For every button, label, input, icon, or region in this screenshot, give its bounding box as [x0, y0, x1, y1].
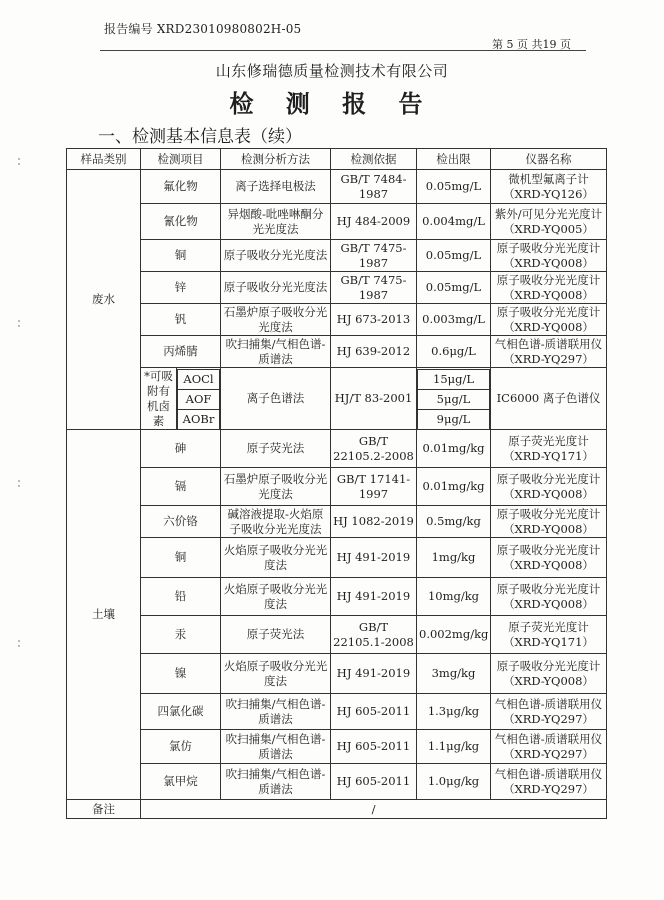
cell-limit: 10mg/kg	[417, 578, 491, 616]
cell-method: 碱溶液提取-火焰原子吸收分光光度法	[221, 506, 331, 538]
cell-instrument: 原子吸收分光光度计（XRD-YQ008）	[491, 578, 607, 616]
cell-limit: 0.6μg/L	[417, 336, 491, 368]
table-row	[67, 336, 607, 368]
cell-method: 石墨炉原子吸收分光光度法	[221, 468, 331, 506]
cell-limit: 0.5mg/kg	[417, 506, 491, 538]
cell-instrument: 气相色谱-质谱联用仪（XRD-YQ297）	[491, 336, 607, 368]
cell-instrument: IC6000 离子色谱仪	[491, 368, 607, 430]
cell-item: 镉	[141, 468, 221, 506]
cell-item: 四氯化碳	[141, 694, 221, 730]
cell-instrument: 气相色谱-质谱联用仪（XRD-YQ297）	[491, 694, 607, 730]
cell-instrument: 气相色谱-质谱联用仪（XRD-YQ297）	[491, 764, 607, 800]
table-header-row	[67, 149, 607, 170]
header-test-item: 检测项目	[141, 149, 221, 170]
cell-instrument: 气相色谱-质谱联用仪（XRD-YQ297）	[491, 730, 607, 764]
cell-item: 氯甲烷	[141, 764, 221, 800]
cell-item: 氯仿	[141, 730, 221, 764]
cell-item: 丙烯腈	[141, 336, 221, 368]
category-soil: 土壤	[67, 430, 141, 800]
organization-name: 山东修瑞德质量检测技术有限公司	[215, 62, 449, 80]
cell-limit: 0.004mg/L	[417, 204, 491, 240]
remarks-row	[67, 800, 607, 819]
cell-item: 六价铬	[141, 506, 221, 538]
cell-item: 钒	[141, 304, 221, 336]
cell-method: 火焰原子吸收分光光度法	[221, 654, 331, 694]
cell-basis: GB/T 7475-1987	[331, 272, 417, 304]
table-row	[67, 430, 607, 468]
table-body	[67, 170, 607, 819]
header-method: 检测分析方法	[221, 149, 331, 170]
table-row	[67, 694, 607, 730]
remarks-label: 备注	[67, 800, 141, 819]
cell-basis: HJ 605-2011	[331, 730, 417, 764]
cell-method: 吹扫捕集/气相色谱-质谱法	[221, 336, 331, 368]
cell-aox-subitems	[177, 368, 221, 430]
cell-basis: GB/T 7484-1987	[331, 170, 417, 204]
binding-mark	[18, 480, 20, 488]
table-row	[67, 272, 607, 304]
cell-item: 铅	[141, 578, 221, 616]
cell-basis: GB/T 22105.2-2008	[331, 430, 417, 468]
section-title: 一、检测基本信息表（续）	[98, 127, 302, 147]
cell-limit: 0.05mg/L	[417, 170, 491, 204]
cell-instrument: 紫外/可见分光光度计（XRD-YQ005）	[491, 204, 607, 240]
cell-basis: HJ 639-2012	[331, 336, 417, 368]
cell-method: 火焰原子吸收分光光度法	[221, 578, 331, 616]
cell-method: 原子吸收分光光度法	[221, 272, 331, 304]
aox-subitem: AOCl	[178, 369, 220, 389]
cell-limit: 1.1μg/kg	[417, 730, 491, 764]
cell-aox-label: *可吸附有机卤素	[141, 368, 177, 430]
cell-limit: 0.01mg/kg	[417, 468, 491, 506]
cell-method: 吹扫捕集/气相色谱-质谱法	[221, 764, 331, 800]
cell-method: 原子荧光法	[221, 430, 331, 468]
cell-basis: GB/T 17141-1997	[331, 468, 417, 506]
cell-instrument: 原子吸收分光光度计（XRD-YQ008）	[491, 468, 607, 506]
cell-method: 吹扫捕集/气相色谱-质谱法	[221, 694, 331, 730]
cell-method: 吹扫捕集/气相色谱-质谱法	[221, 730, 331, 764]
page-indicator: 第 5 页 共19 页	[492, 38, 571, 51]
table-row	[67, 468, 607, 506]
table-row	[67, 170, 607, 204]
report-title: 检 测 报 告	[229, 89, 435, 118]
cell-basis: GB/T 22105.1-2008	[331, 616, 417, 654]
inspection-info-table	[66, 148, 607, 819]
cell-item: 氰化物	[141, 204, 221, 240]
aox-limit: 5μg/L	[418, 389, 490, 409]
cell-limit: 0.003mg/L	[417, 304, 491, 336]
table-row	[67, 240, 607, 272]
cell-basis: HJ/T 83-2001	[331, 368, 417, 430]
aox-limit: 9μg/L	[418, 409, 490, 429]
cell-item: 铜	[141, 240, 221, 272]
cell-item: 汞	[141, 616, 221, 654]
aox-subitem: AOF	[178, 389, 220, 409]
cell-instrument: 原子吸收分光光度计（XRD-YQ008）	[491, 506, 607, 538]
aox-subitem: AOBr	[178, 409, 220, 429]
header-sample-category: 样品类别	[67, 149, 141, 170]
cell-method: 异烟酸-吡唑啉酮分光光度法	[221, 204, 331, 240]
cell-item: 铜	[141, 538, 221, 578]
table-row	[67, 304, 607, 336]
cell-item: 镍	[141, 654, 221, 694]
cell-limit: 1mg/kg	[417, 538, 491, 578]
cell-method: 离子色谱法	[221, 368, 331, 430]
cell-item: 锌	[141, 272, 221, 304]
cell-basis: HJ 605-2011	[331, 694, 417, 730]
remarks-value: /	[141, 800, 607, 819]
cell-instrument: 原子吸收分光光度计（XRD-YQ008）	[491, 272, 607, 304]
binding-mark	[18, 640, 20, 648]
binding-mark	[18, 158, 20, 166]
cell-limit: 3mg/kg	[417, 654, 491, 694]
table-row	[67, 506, 607, 538]
cell-instrument: 原子吸收分光光度计（XRD-YQ008）	[491, 654, 607, 694]
cell-instrument: 原子荧光光度计（XRD-YQ171）	[491, 616, 607, 654]
cell-basis: HJ 1082-2019	[331, 506, 417, 538]
cell-basis: HJ 605-2011	[331, 764, 417, 800]
cell-limit: 0.05mg/L	[417, 272, 491, 304]
cell-basis: HJ 491-2019	[331, 654, 417, 694]
aox-subitem-list	[177, 369, 220, 429]
table-row	[67, 616, 607, 654]
cell-method: 火焰原子吸收分光光度法	[221, 538, 331, 578]
table-row	[67, 204, 607, 240]
table-row	[67, 538, 607, 578]
cell-instrument: 原子吸收分光光度计（XRD-YQ008）	[491, 538, 607, 578]
cell-basis: GB/T 7475-1987	[331, 240, 417, 272]
cell-basis: HJ 484-2009	[331, 204, 417, 240]
cell-instrument: 原子吸收分光光度计（XRD-YQ008）	[491, 304, 607, 336]
cell-aox-limits	[417, 368, 491, 430]
cell-basis: HJ 673-2013	[331, 304, 417, 336]
table-row	[67, 654, 607, 694]
aox-limit-list	[417, 369, 490, 429]
category-wastewater: 废水	[67, 170, 141, 430]
cell-basis: HJ 491-2019	[331, 578, 417, 616]
cell-item: 氟化物	[141, 170, 221, 204]
cell-method: 原子荧光法	[221, 616, 331, 654]
cell-item: 砷	[141, 430, 221, 468]
table-row	[67, 764, 607, 800]
cell-limit: 1.0μg/kg	[417, 764, 491, 800]
header-detection-limit: 检出限	[417, 149, 491, 170]
cell-limit: 0.002mg/kg	[417, 616, 491, 654]
table-row	[67, 578, 607, 616]
header-instrument: 仪器名称	[491, 149, 607, 170]
report-number: 报告编号 XRD23010980802H-05	[104, 22, 302, 36]
table-row-aox	[67, 368, 607, 430]
header-basis: 检测依据	[331, 149, 417, 170]
cell-basis: HJ 491-2019	[331, 538, 417, 578]
cell-limit: 1.3μg/kg	[417, 694, 491, 730]
cell-method: 石墨炉原子吸收分光光度法	[221, 304, 331, 336]
cell-method: 离子选择电极法	[221, 170, 331, 204]
cell-instrument: 微机型氟离子计（XRD-YQ126）	[491, 170, 607, 204]
binding-mark	[18, 320, 20, 328]
cell-limit: 0.01mg/kg	[417, 430, 491, 468]
header-divider	[100, 50, 586, 51]
cell-instrument: 原子荧光光度计（XRD-YQ171）	[491, 430, 607, 468]
table-row	[67, 730, 607, 764]
cell-method: 原子吸收分光光度法	[221, 240, 331, 272]
cell-limit: 0.05mg/L	[417, 240, 491, 272]
aox-limit: 15μg/L	[418, 369, 490, 389]
cell-instrument: 原子吸收分光光度计（XRD-YQ008）	[491, 240, 607, 272]
